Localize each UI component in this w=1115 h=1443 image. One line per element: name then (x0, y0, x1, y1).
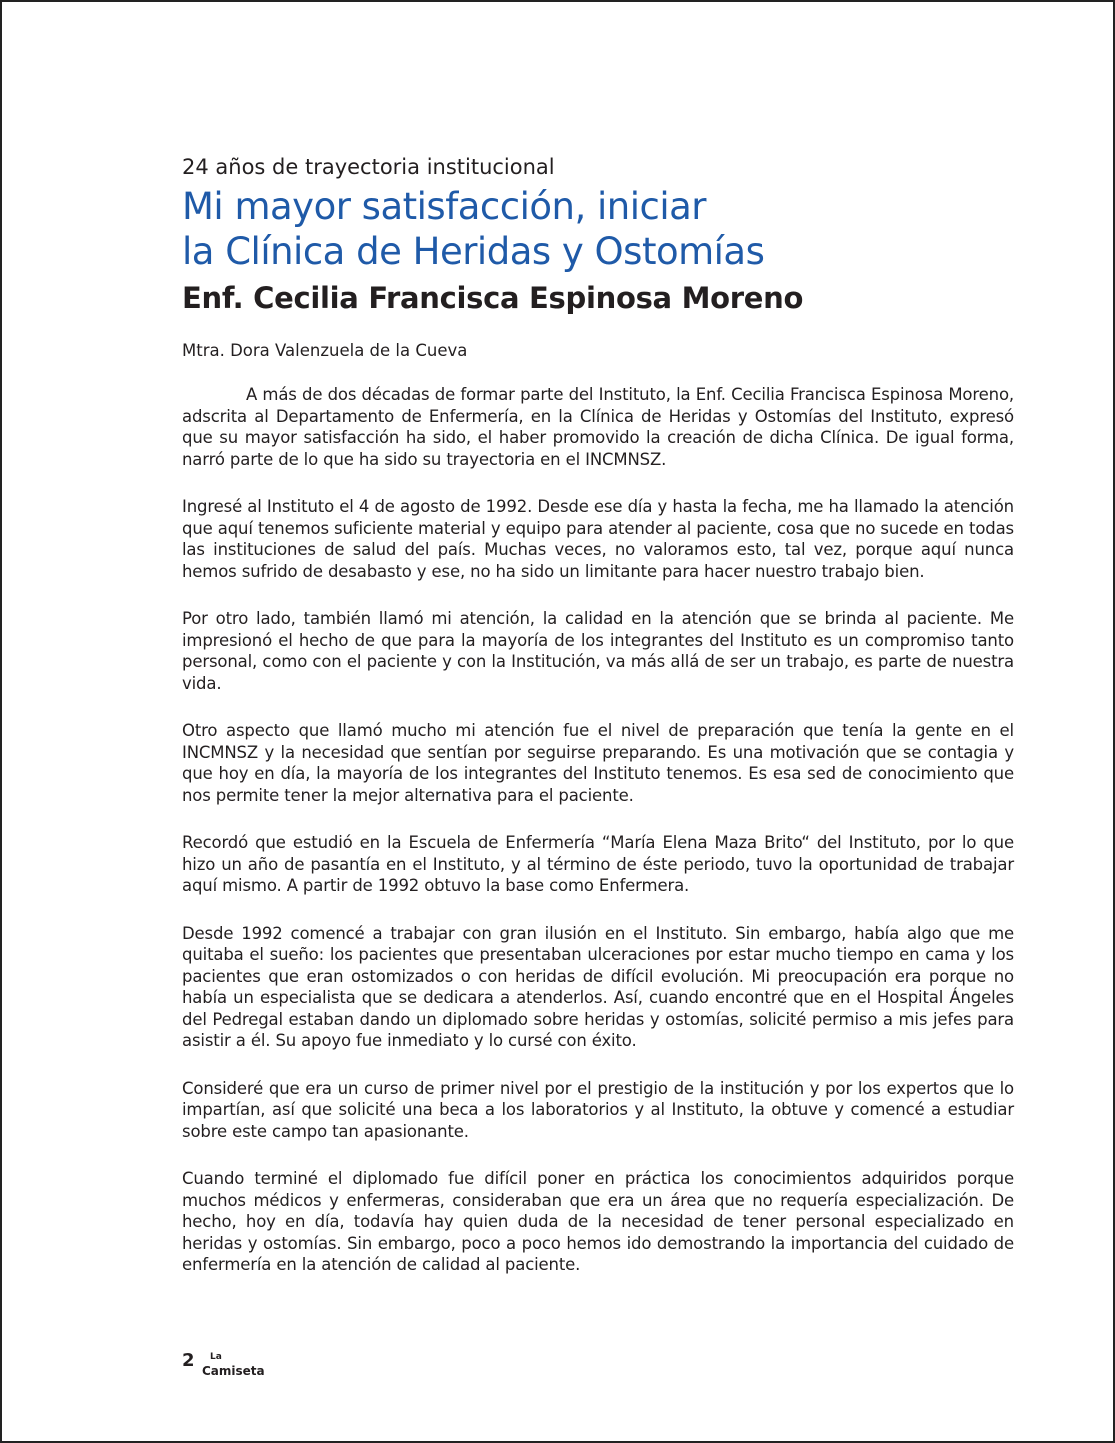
article (182, 152, 1014, 1302)
paragraph: Consideré que era un curso de primer nivel por el prestigio de la institución y por los expertos que lo impartían, así que solicité una beca a los laboratorios y al Instituto, la obtuve y comencé a estudiar sobre este campo tan apasionante. (182, 1078, 1014, 1141)
paragraph: Ingresé al Instituto el 4 de agosto de 1992. Desde ese día y hasta la fecha, me ha llamado la atención que aquí tenemos suficiente material y equipo para atender al paciente, cosa que no sucede en todas las instituciones de salud del país. Muchas veces, no valoramos esto, tal vez, porque aquí nunca hemos sufrido de desabasto y ese, no ha sido un limitante para hacer nuestro trabajo bien. (182, 497, 1014, 581)
article-title-line-2: la Clínica de Heridas y Ostomías (182, 230, 765, 273)
magazine-article-word: La (210, 1352, 222, 1362)
page-footer (182, 1348, 382, 1382)
magazine-name: Camiseta (202, 1364, 265, 1378)
paragraph: Otro aspecto que llamó mucho mi atención fue el nivel de preparación que tenía la gente en el INCMNSZ y la necesidad que sentían por seguirse preparando. Es una motivación que se contagia y que hoy en día, la mayoría de los integrantes del Instituto tenemos. Es esa sed de conocimiento que nos permite tener la mejor alternativa para el paciente. (182, 721, 1014, 805)
paragraph: Por otro lado, también llamó mi atención, la calidad en la atención que se brinda al paciente. Me impresionó el hecho de que para la mayoría de los integrantes del Instituto es un compromiso tanto personal, como con el paciente y con la Institución, va más allá de ser un trabajo, es parte de nuestra vida. (182, 609, 1014, 693)
article-subject: Enf. Cecilia Francisca Espinosa Moreno (182, 281, 804, 315)
article-author: Mtra. Dora Valenzuela de la Cueva (182, 341, 468, 360)
paragraph: Desde 1992 comencé a trabajar con gran ilusión en el Instituto. Sin embargo, había algo que me quitaba el sueño: los pacientes que presentaban ulceraciones por estar mucho tiempo en cama y los pacientes que eran ostomizados o con heridas de difícil evolución. Mi preocupación era porque no había un especialista que se dedicara a atenderlos. Así, cuando encontré que en el Hospital Ángeles del Pedregal estaban dando un diplomado sobre heridas y ostomías, solicité permiso a mis jefes para asistir a él. Su apoyo fue inmediato y lo cursé con éxito. (182, 923, 1014, 1050)
article-title (182, 184, 1014, 274)
page-number: 2 (182, 1350, 195, 1371)
paragraph: Recordó que estudió en la Escuela de Enfermería “María Elena Maza Brito“ del Instituto, por lo que hizo un año de pasantía en el Instituto, y al término de éste periodo, tuvo la oportunidad de trabajar aquí mismo. A partir de 1992 obtuvo la base como Enfermera. (182, 833, 1014, 895)
paragraph: Cuando terminé el diplomado fue difícil poner en práctica los conocimientos adquiridos porque muchos médicos y enfermeras, consideraban que era un área que no requería especialización. De hecho, hoy en día, todavía hay quien duda de la necesidad de tener personal especializado en heridas y ostomías. Sin embargo, poco a poco hemos ido demostrando la importancia del cuidado de enfermería en la atención de calidad al paciente. (182, 1169, 1014, 1274)
article-body (182, 384, 1014, 1276)
article-title-line-1: Mi mayor satisfacción, iniciar (182, 185, 706, 228)
article-kicker: 24 años de trayectoria institucional (182, 155, 555, 179)
paragraph: A más de dos décadas de formar parte del Instituto, la Enf. Cecilia Francisca Espinosa Moreno, adscrita al Departamento de Enfermería, en la Clínica de Heridas y Ostomías del Instituto, expresó que su mayor satisfacción ha sido, el haber promovido la creación de dicha Clínica. De igual forma, narró parte de lo que ha sido su trayectoria en el INCMNSZ. (182, 385, 1014, 469)
